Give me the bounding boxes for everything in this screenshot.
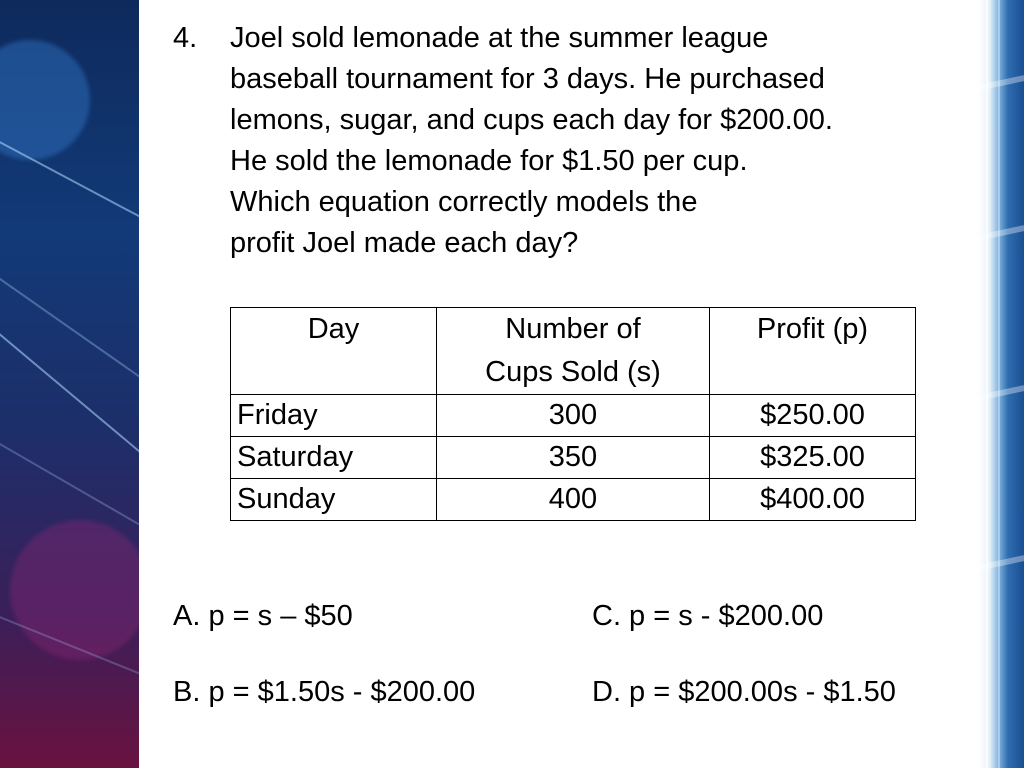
decorative-glow <box>0 40 90 160</box>
table-row <box>231 479 916 521</box>
header-text: Cups Sold (s) <box>485 356 661 388</box>
cell-cups: 300 <box>437 395 710 437</box>
choice-b: B. p = $1.50s - $200.00 <box>173 676 476 708</box>
decorative-line <box>998 0 1000 768</box>
decorative-glow <box>10 520 139 660</box>
decorative-streak <box>0 300 139 456</box>
cell-day: Sunday <box>231 479 437 521</box>
cell-day: Saturday <box>231 437 437 479</box>
cell-profit: $400.00 <box>710 479 916 521</box>
cell-day: Friday <box>231 395 437 437</box>
table-header-row <box>231 308 916 395</box>
choice-a: A. p = s – $50 <box>173 600 353 632</box>
header-text: Day <box>307 313 360 345</box>
question-text <box>230 18 950 264</box>
header-day <box>231 308 437 395</box>
question-number: 4. <box>173 22 198 54</box>
table-row <box>231 437 916 479</box>
decorative-line <box>986 0 988 768</box>
decorative-band <box>978 555 1024 571</box>
data-table <box>230 307 916 521</box>
question-line: Which equation correctly models the <box>230 186 698 218</box>
header-cups-sold <box>437 308 710 395</box>
header-text: Number of <box>505 313 641 345</box>
question-line: baseball tournament for 3 days. He purchased <box>230 63 825 95</box>
header-profit <box>710 308 916 395</box>
question-line: profit Joel made each day? <box>230 227 579 259</box>
cell-cups: 350 <box>437 437 710 479</box>
decorative-band <box>978 385 1024 401</box>
decorative-band <box>978 225 1024 241</box>
slide-content <box>139 0 978 768</box>
header-text: Profit (p) <box>756 313 869 345</box>
choice-c: C. p = s - $200.00 <box>592 600 824 632</box>
decorative-streak <box>0 250 139 389</box>
right-decorative-background <box>978 0 1024 768</box>
cell-cups: 400 <box>437 479 710 521</box>
table-row <box>231 395 916 437</box>
left-decorative-background <box>0 0 139 768</box>
decorative-band <box>978 75 1024 91</box>
question-line: He sold the lemonade for $1.50 per cup. <box>230 145 748 177</box>
question-line: lemons, sugar, and cups each day for $200.00. <box>230 104 833 136</box>
cell-profit: $325.00 <box>710 437 916 479</box>
question-line: Joel sold lemonade at the summer league <box>230 22 769 54</box>
choice-d: D. p = $200.00s - $1.50 <box>592 676 896 708</box>
cell-profit: $250.00 <box>710 395 916 437</box>
